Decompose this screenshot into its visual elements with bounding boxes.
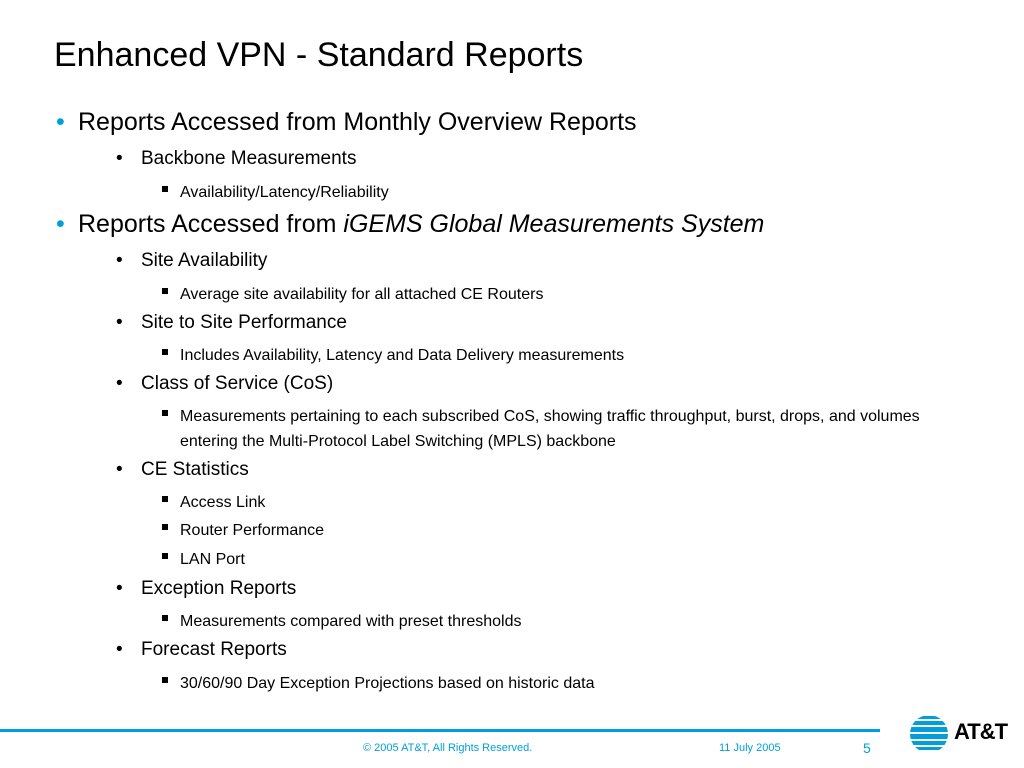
square-bullet-icon	[162, 496, 168, 502]
footer-divider	[0, 729, 880, 732]
bullet-icon: •	[116, 373, 123, 394]
bullet-text: Includes Availability, Latency and Data Delivery measurements	[180, 347, 625, 364]
bullet-icon: •	[116, 639, 123, 660]
bullet-text: LAN Port	[180, 551, 245, 568]
bullet-text: Measurements compared with preset thresholds	[180, 613, 522, 630]
square-bullet-icon	[162, 288, 168, 294]
square-bullet-icon	[162, 553, 168, 559]
bullet-icon: •	[56, 108, 65, 136]
bullet-icon: •	[116, 148, 123, 169]
slide-title: Enhanced VPN - Standard Reports	[54, 36, 584, 74]
bullet-text: Access Link	[180, 494, 266, 511]
square-bullet-icon	[162, 186, 168, 192]
bullet-text: Availability/Latency/Reliability	[180, 184, 389, 201]
square-bullet-icon	[162, 410, 168, 416]
bullet-text: Reports Accessed from Monthly Overview Reports	[78, 108, 637, 136]
bullet-icon: •	[116, 459, 123, 480]
bullet-text: Class of Service (CoS)	[141, 373, 334, 394]
square-bullet-icon	[162, 677, 168, 683]
bullet-text: Router Performance	[180, 522, 325, 539]
bullet-text: Forecast Reports	[141, 639, 287, 660]
bullet-text: Average site availability for all attached CE Routers	[180, 286, 544, 303]
square-bullet-icon	[162, 524, 168, 530]
emphasis-text: iGEMS Global Measurements System	[343, 210, 765, 238]
footer-copyright: © 2005 AT&T, All Rights Reserved.	[363, 742, 533, 754]
bullet-text: CE Statistics	[141, 459, 249, 480]
bullet-text: Measurements pertaining to each subscribed CoS, showing traffic throughput, burst, drops, and volumes entering the Multi-Protocol Label Switching (MPLS) backbone	[180, 408, 920, 450]
bullet-text: Site Availability	[141, 250, 268, 271]
bullet-text: Reports Accessed from iGEMS Global Measurements System	[78, 210, 765, 238]
att-logo-text: AT&T	[954, 719, 1008, 744]
bullet-icon: •	[116, 578, 123, 599]
square-bullet-icon	[162, 615, 168, 621]
square-bullet-icon	[162, 349, 168, 355]
bullet-icon: •	[56, 210, 65, 238]
bullet-text: Backbone Measurements	[141, 148, 357, 169]
bullet-text: 30/60/90 Day Exception Projections based on historic data	[180, 675, 595, 692]
bullet-text: Exception Reports	[141, 578, 297, 599]
bullet-text: Site to Site Performance	[141, 312, 347, 333]
bullet-icon: •	[116, 250, 123, 271]
bullet-icon: •	[116, 312, 123, 333]
page-number: 5	[863, 740, 871, 756]
footer-date: 11 July 2005	[719, 742, 781, 754]
